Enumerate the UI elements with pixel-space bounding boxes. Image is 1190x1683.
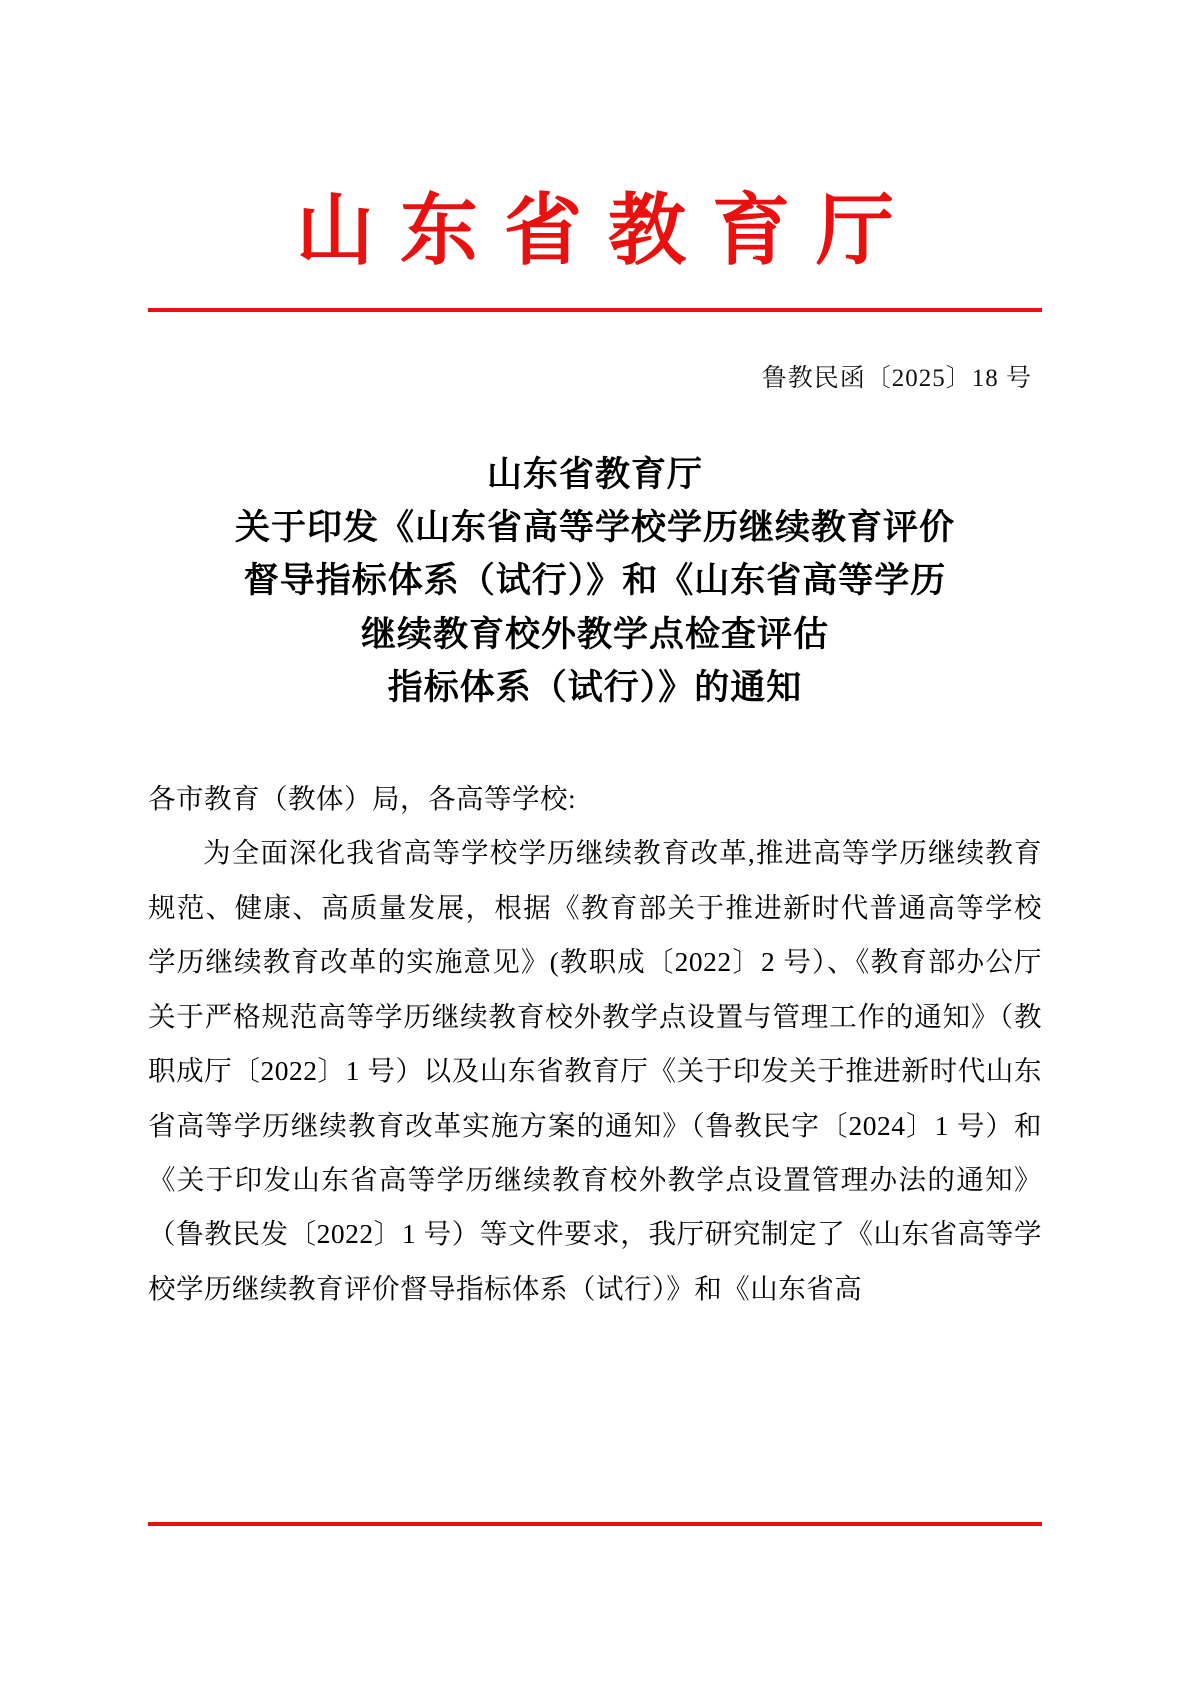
- document-content: [148, 0, 1042, 1316]
- document-masthead-title: 山东省教育厅: [295, 185, 920, 276]
- document-body: [148, 772, 1042, 1316]
- footer-divider-rule: [148, 1522, 1042, 1526]
- title-line: 关于印发《山东省高等学校学历继续教育评价: [234, 508, 955, 548]
- title-line: 督导指标体系（试行）》和《山东省高等学历: [243, 561, 947, 601]
- salutation: 各市教育（教体）局，各高等学校:: [148, 782, 577, 814]
- title-line: 指标体系（试行）》的通知: [387, 667, 803, 707]
- body-paragraph: 为全面深化我省高等学校学历继续教育改革,推进高等学历继续教育规范、健康、高质量发展，根据《教育部关于推进新时代普通高等学校学历继续教育改革的实施意见》(教职成〔2022〕2 号）、《教育部办公厅关于严格规范高等学历继续教育校外教学点设置与管理工作的通知》（教职成厅〔2022〕1 号）以及山东省教育厅《关于印发关于推进新时代山东省高等学历继续教育改革实施方案的通知》（鲁教民字〔2024〕1 号）和《关于印发山东省高等学历继续教育校外教学点设置管理办法的通知》（鲁教民发〔2022〕1 号）等文件要求，我厅研究制定了《山东省高等学校学历继续教育评价督导指标体系（试行）》和《山东省高: [148, 837, 1042, 1304]
- title-line: 继续教育校外教学点检查评估: [360, 614, 829, 654]
- masthead-divider-rule: [148, 308, 1042, 312]
- title-line: 山东省教育厅: [486, 455, 703, 494]
- document-number: 鲁教民函〔2025〕18 号: [761, 365, 1032, 392]
- document-title: [148, 448, 1042, 714]
